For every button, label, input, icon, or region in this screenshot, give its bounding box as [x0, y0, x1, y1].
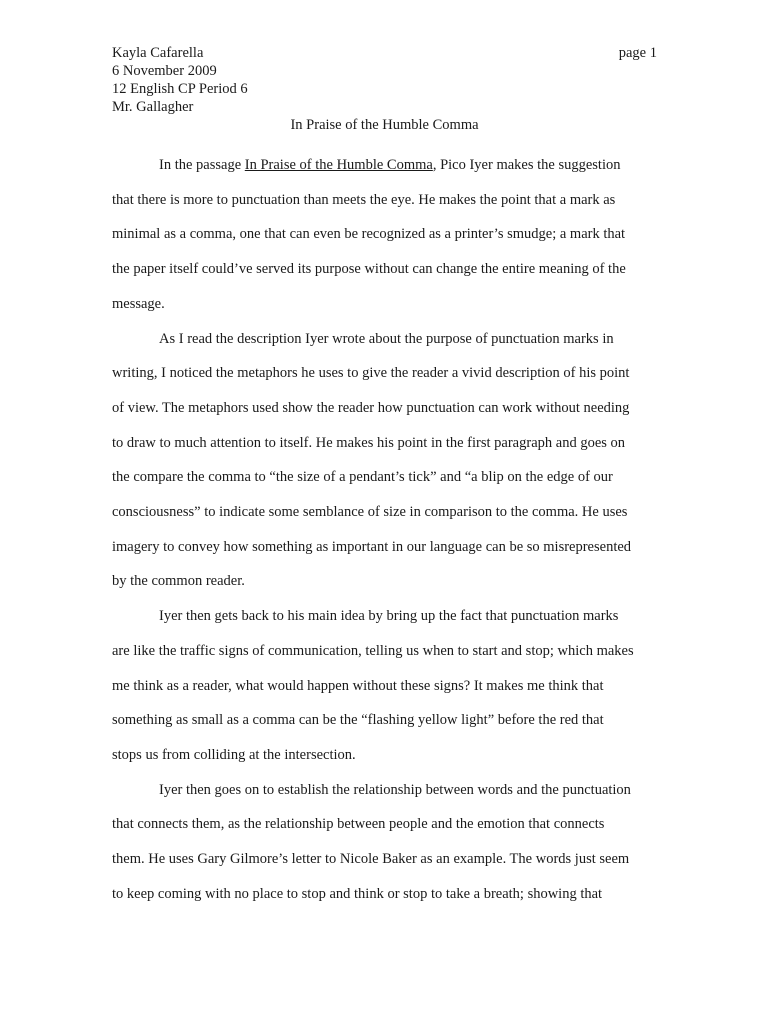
paragraph-line: them. He uses Gary Gilmore’s letter to Nicole Baker as an example. The words just seem [112, 851, 630, 868]
paragraph-line: Iyer then gets back to his main idea by bring up the fact that punctuation marks [159, 608, 619, 625]
paragraph-line: imagery to convey how something as important in our language can be so misrepresented [112, 538, 632, 555]
paragraph-4 [112, 773, 657, 912]
paragraph-line: message. [112, 295, 165, 312]
paragraph-line: are like the traffic signs of communication, telling us when to start and stop; which makes [112, 642, 634, 659]
paragraph-2 [112, 322, 657, 600]
paragraph-line: of view. The metaphors used show the reader how punctuation can work without needing [112, 399, 630, 416]
paragraph-line: me think as a reader, what would happen without these signs? It makes me think that [112, 677, 604, 694]
paragraph-line: that connects them, as the relationship between people and the emotion that connects [112, 816, 605, 833]
text-run: , Pico Iyer makes the suggestion [432, 157, 621, 173]
paragraph-line: writing, I noticed the metaphors he uses to give the reader a vivid description of his point [112, 365, 630, 382]
paragraph-line: to draw to much attention to itself. He makes his point in the first paragraph and goes on [112, 434, 626, 451]
paragraph-line: something as small as a comma can be the “flashing yellow light” before the red that [112, 712, 604, 729]
course-name: 12 English CP Period 6 [112, 81, 248, 97]
paragraph-line: the compare the comma to “the size of a pendant’s tick” and “a blip on the edge of our [112, 469, 613, 486]
author-name: Kayla Cafarella [112, 45, 204, 61]
page-number: page 1 [618, 45, 657, 61]
essay-title: In Praise of the Humble Comma [290, 117, 479, 133]
paragraph-line: Iyer then goes on to establish the relationship between words and the punctuation [159, 781, 631, 798]
paragraph-line [112, 148, 657, 183]
paragraph-line: by the common reader. [112, 573, 245, 590]
paragraph-line: As I read the description Iyer wrote about the purpose of punctuation marks in [159, 330, 614, 347]
paragraph-line: the paper itself could’ve served its purpose without can change the entire meaning of the [112, 261, 626, 278]
paragraph-line: that there is more to punctuation than meets the eye. He makes the point that a mark as [112, 191, 616, 208]
paragraph-line: stops us from colliding at the intersection. [112, 746, 356, 763]
paragraph-1 [112, 148, 657, 322]
paragraph-line: consciousness” to indicate some semblance of size in comparison to the comma. He uses [112, 504, 628, 521]
paragraph-line: to keep coming with no place to stop and think or stop to take a breath; showing that [112, 885, 603, 902]
paragraph-3 [112, 599, 657, 773]
referenced-title: In Praise of the Humble Comma [244, 157, 433, 173]
essay-header [112, 44, 657, 116]
paragraph-line: minimal as a comma, one that can even be recognized as a printer’s smudge; a mark that [112, 226, 626, 243]
essay-date: 6 November 2009 [112, 63, 217, 79]
text-run: In the passage [159, 157, 245, 173]
teacher-name: Mr. Gallagher [112, 99, 194, 115]
essay-body [112, 148, 657, 911]
